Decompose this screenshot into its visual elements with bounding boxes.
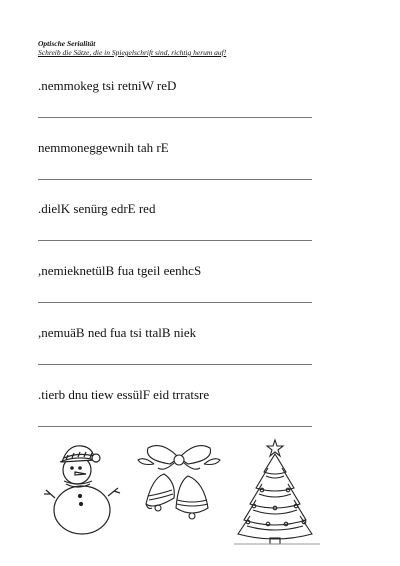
answer-line-2[interactable]: [38, 179, 312, 180]
answer-line-4[interactable]: [38, 302, 312, 303]
mirrored-sentence-3: .dielK senürg edrE red: [38, 201, 156, 216]
christmas-tree-icon: [232, 438, 322, 546]
mirrored-sentence-5: ,nemuäB ned fua tsi ttalB niek: [38, 325, 197, 340]
answer-line-3[interactable]: [38, 240, 312, 241]
answer-line-1[interactable]: [38, 117, 312, 118]
snowman-icon: [42, 438, 122, 538]
worksheet-title: Optische Serialität: [38, 39, 96, 48]
mirrored-sentence-1: .nemmokeg tsi retniW reD: [38, 78, 177, 93]
mirrored-sentence-6: .tierb dnu tiew essülF eid trratsre: [38, 387, 210, 402]
answer-line-5[interactable]: [38, 364, 312, 365]
answer-line-6[interactable]: [38, 426, 312, 427]
mirrored-sentence-2: nemmoneggewnih tah rE: [38, 140, 169, 155]
christmas-bells-icon: [134, 438, 224, 528]
mirrored-sentence-4: ,nemieknetülB fua tgeil eenhcS: [38, 263, 202, 278]
worksheet-instruction: Schreib die Sätze, die in Spiegelschrift sind, richtig herum auf!: [38, 48, 227, 57]
